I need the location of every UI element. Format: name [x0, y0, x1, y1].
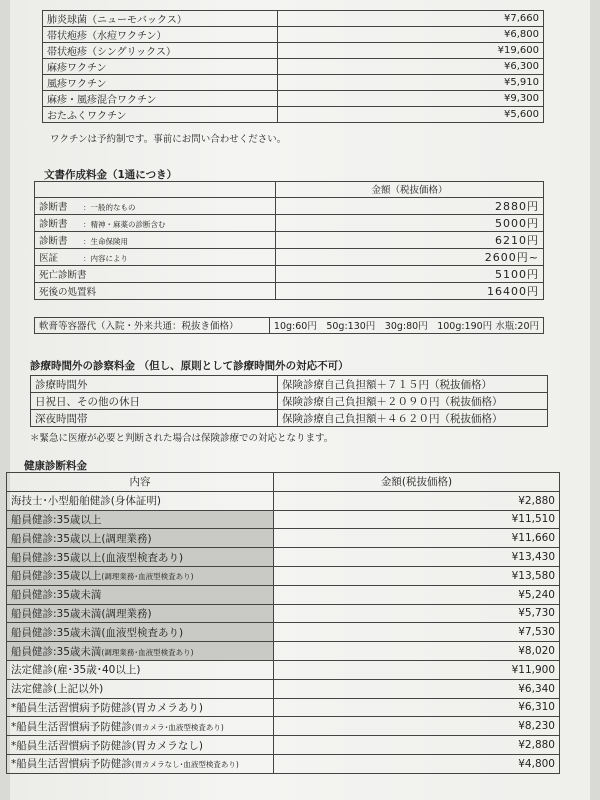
vaccine-price: ¥5,600	[278, 107, 544, 123]
health-check-item	[7, 660, 274, 679]
health-check-price: ¥7,530	[274, 623, 560, 642]
health-check-name: 船員健診:35歳以上	[11, 513, 102, 526]
document-fee-item	[35, 231, 276, 248]
vaccine-row	[43, 107, 544, 123]
container-fee-table	[34, 317, 544, 334]
vaccine-name: 帯状疱疹（水痘ワクチン）	[43, 27, 278, 43]
off-hours-row	[31, 393, 548, 410]
health-check-item	[7, 585, 274, 604]
health-check-row	[7, 585, 560, 604]
health-check-price: ¥2,880	[274, 736, 560, 755]
document-fee-price: 5100円	[276, 265, 544, 282]
health-check-sub: (調理業務･血液型検査あり)	[101, 647, 194, 657]
health-check-name: 船員健診:35歳未満(血液型検査あり)	[11, 626, 184, 639]
vaccine-name: 肺炎球菌（ニューモバックス）	[43, 11, 278, 27]
health-check-name: 法定健診(上記以外)	[11, 683, 104, 696]
health-check-row	[7, 510, 560, 529]
health-check-item	[7, 642, 274, 661]
health-check-sub: (調理業務･血液型検査あり)	[101, 572, 194, 582]
health-check-name: 船員健診:35歳未満(調理業務)	[11, 607, 152, 620]
health-check-price: ¥11,900	[274, 660, 560, 679]
health-check-table	[6, 472, 560, 774]
health-check-row	[7, 660, 560, 679]
health-check-row	[7, 717, 560, 736]
vaccine-price: ¥9,300	[278, 91, 544, 107]
health-check-price: ¥8,230	[274, 717, 560, 736]
document-fee-name: 診断書	[39, 218, 68, 230]
document-fee-name: 医証	[39, 252, 59, 264]
vaccine-row	[43, 27, 544, 43]
vaccine-row	[43, 91, 544, 107]
vaccine-name: 麻疹・風疹混合ワクチン	[43, 91, 278, 107]
health-check-price: ¥4,800	[274, 754, 560, 773]
vaccine-name: おたふくワクチン	[43, 107, 278, 123]
document-fee-name: 死後の処置料	[39, 286, 97, 298]
document-fee-item	[35, 248, 276, 265]
health-check-name: 船員健診:35歳未満	[11, 589, 102, 602]
health-check-row	[7, 623, 560, 642]
document-fee-price: 16400円	[276, 282, 544, 299]
health-check-name: 船員健診:35歳未満	[11, 645, 102, 658]
health-check-row	[7, 698, 560, 717]
off-hours-note: ＊緊急に医療が必要と判断された場合は保険診療での対応となります。	[30, 433, 334, 444]
health-check-price: ¥5,730	[274, 604, 560, 623]
health-check-row	[7, 679, 560, 698]
health-check-price: ¥2,880	[274, 491, 560, 510]
document-fee-item	[35, 214, 276, 231]
document-fees-heading: 文書作成料金（1通につき）	[44, 169, 178, 181]
vaccine-row	[43, 11, 544, 27]
vaccine-name: 麻疹ワクチン	[43, 59, 278, 75]
health-check-name: 法定健診(雇･35歳･40以上)	[11, 664, 141, 677]
document-fee-row	[35, 214, 544, 231]
health-check-row	[7, 529, 560, 548]
health-check-sub: (胃カメラ･血液型検査あり)	[131, 722, 224, 732]
health-check-name: 船員健診:35歳以上(血液型検査あり)	[11, 551, 184, 564]
health-check-price: ¥6,310	[274, 698, 560, 717]
document-fee-price: 5000円	[276, 214, 544, 231]
vaccine-price: ¥6,800	[278, 27, 544, 43]
health-check-row	[7, 642, 560, 661]
health-check-heading: 健康診断料金	[24, 460, 87, 472]
health-check-price: ¥11,660	[274, 529, 560, 548]
health-check-name: *船員生活習慣病予防健診	[11, 720, 132, 733]
health-check-row	[7, 754, 560, 773]
health-check-row	[7, 604, 560, 623]
vaccine-note: ワクチンは予約制です。事前にお問い合わせください。	[50, 134, 287, 145]
health-check-name: 船員健診:35歳以上(調理業務)	[11, 532, 152, 545]
health-check-item	[7, 510, 274, 529]
document-fee-detail: ：生命保険用	[83, 236, 128, 246]
document-price-header: 金額（税抜価格）	[276, 182, 544, 198]
health-check-name: *船員生活習慣病予防健診	[11, 758, 132, 771]
document-fee-name: 診断書	[39, 201, 68, 213]
vaccine-row	[43, 59, 544, 75]
vaccine-name: 風疹ワクチン	[43, 75, 278, 91]
document-fee-row	[35, 265, 544, 282]
document-fee-detail: ：一般的なもの	[83, 202, 136, 212]
health-check-item	[7, 548, 274, 567]
vaccine-row	[43, 43, 544, 59]
container-fee-label: 軟膏等容器代（入院・外来共通：税抜き価格）	[35, 318, 270, 334]
document-fee-detail: ：内容により	[83, 253, 128, 263]
health-check-name: 海技士･小型船舶健診(身体証明)	[11, 495, 161, 508]
vaccine-price: ¥7,660	[278, 11, 544, 27]
health-check-row	[7, 736, 560, 755]
health-check-price: ¥13,580	[274, 566, 560, 585]
document-fee-row	[35, 248, 544, 265]
off-hours-name: 診療時間外	[31, 376, 278, 393]
container-fee-prices: 10g:60円 50g:130円 30g:80円 100g:190円 水瓶:20円	[269, 318, 543, 334]
health-check-item	[7, 736, 274, 755]
document-fee-row	[35, 282, 544, 299]
health-check-price: ¥6,340	[274, 679, 560, 698]
vaccine-price: ¥5,910	[278, 75, 544, 91]
health-check-price-header: 金額(税抜価格)	[274, 473, 560, 492]
off-hours-price: 保険診療自己負担額＋２０９０円（税抜価格）	[278, 393, 548, 410]
vaccine-name: 帯状疱疹（シングリックス）	[43, 43, 278, 59]
vaccine-price: ¥6,300	[278, 59, 544, 75]
document-fee-price: 6210円	[276, 231, 544, 248]
document-fee-item	[35, 265, 276, 282]
off-hours-price: 保険診療自己負担額＋４６２０円（税抜価格）	[278, 410, 548, 427]
health-check-row	[7, 566, 560, 585]
vaccine-price: ¥19,600	[278, 43, 544, 59]
health-check-item	[7, 491, 274, 510]
health-check-item	[7, 566, 274, 585]
health-check-price: ¥11,510	[274, 510, 560, 529]
off-hours-row	[31, 376, 548, 393]
health-check-item	[7, 623, 274, 642]
off-hours-heading: 診療時間外の診察料金 （但し、原則として診療時間外の対応不可）	[30, 360, 349, 372]
off-hours-table	[30, 375, 548, 427]
health-check-price: ¥8,020	[274, 642, 560, 661]
document-fee-name: 死亡診断書	[39, 269, 87, 281]
health-check-name: *船員生活習慣病予防健診(胃カメラなし)	[11, 739, 203, 752]
health-check-name: *船員生活習慣病予防健診(胃カメラあり)	[11, 701, 203, 714]
off-hours-name: 日祝日、その他の休日	[31, 393, 278, 410]
off-hours-row	[31, 410, 548, 427]
health-check-price: ¥13,430	[274, 548, 560, 567]
health-check-price: ¥5,240	[274, 585, 560, 604]
vaccine-row	[43, 75, 544, 91]
health-check-item	[7, 698, 274, 717]
document-fees-table	[34, 181, 544, 300]
document-fee-item	[35, 197, 276, 214]
health-check-content-header: 内容	[7, 473, 274, 492]
health-check-item	[7, 604, 274, 623]
health-check-item	[7, 717, 274, 736]
document-fee-item	[35, 282, 276, 299]
health-check-item	[7, 529, 274, 548]
health-check-item	[7, 754, 274, 773]
health-check-row	[7, 491, 560, 510]
document-fee-row	[35, 197, 544, 214]
health-check-sub: (胃カメラなし･血液型検査あり)	[131, 760, 239, 770]
health-check-item	[7, 679, 274, 698]
off-hours-price: 保険診療自己負担額＋７１５円（税抜価格）	[278, 376, 548, 393]
document-fee-row	[35, 231, 544, 248]
document-fee-name: 診断書	[39, 235, 68, 247]
vaccine-price-table	[42, 10, 544, 123]
off-hours-name: 深夜時間帯	[31, 410, 278, 427]
document-fee-price: 2600円~	[276, 248, 544, 265]
health-check-row	[7, 548, 560, 567]
document-fee-price: 2880円	[276, 197, 544, 214]
health-check-name: 船員健診:35歳以上	[11, 570, 102, 583]
document-fee-detail: ：精神・麻薬の診断含む	[83, 219, 166, 229]
